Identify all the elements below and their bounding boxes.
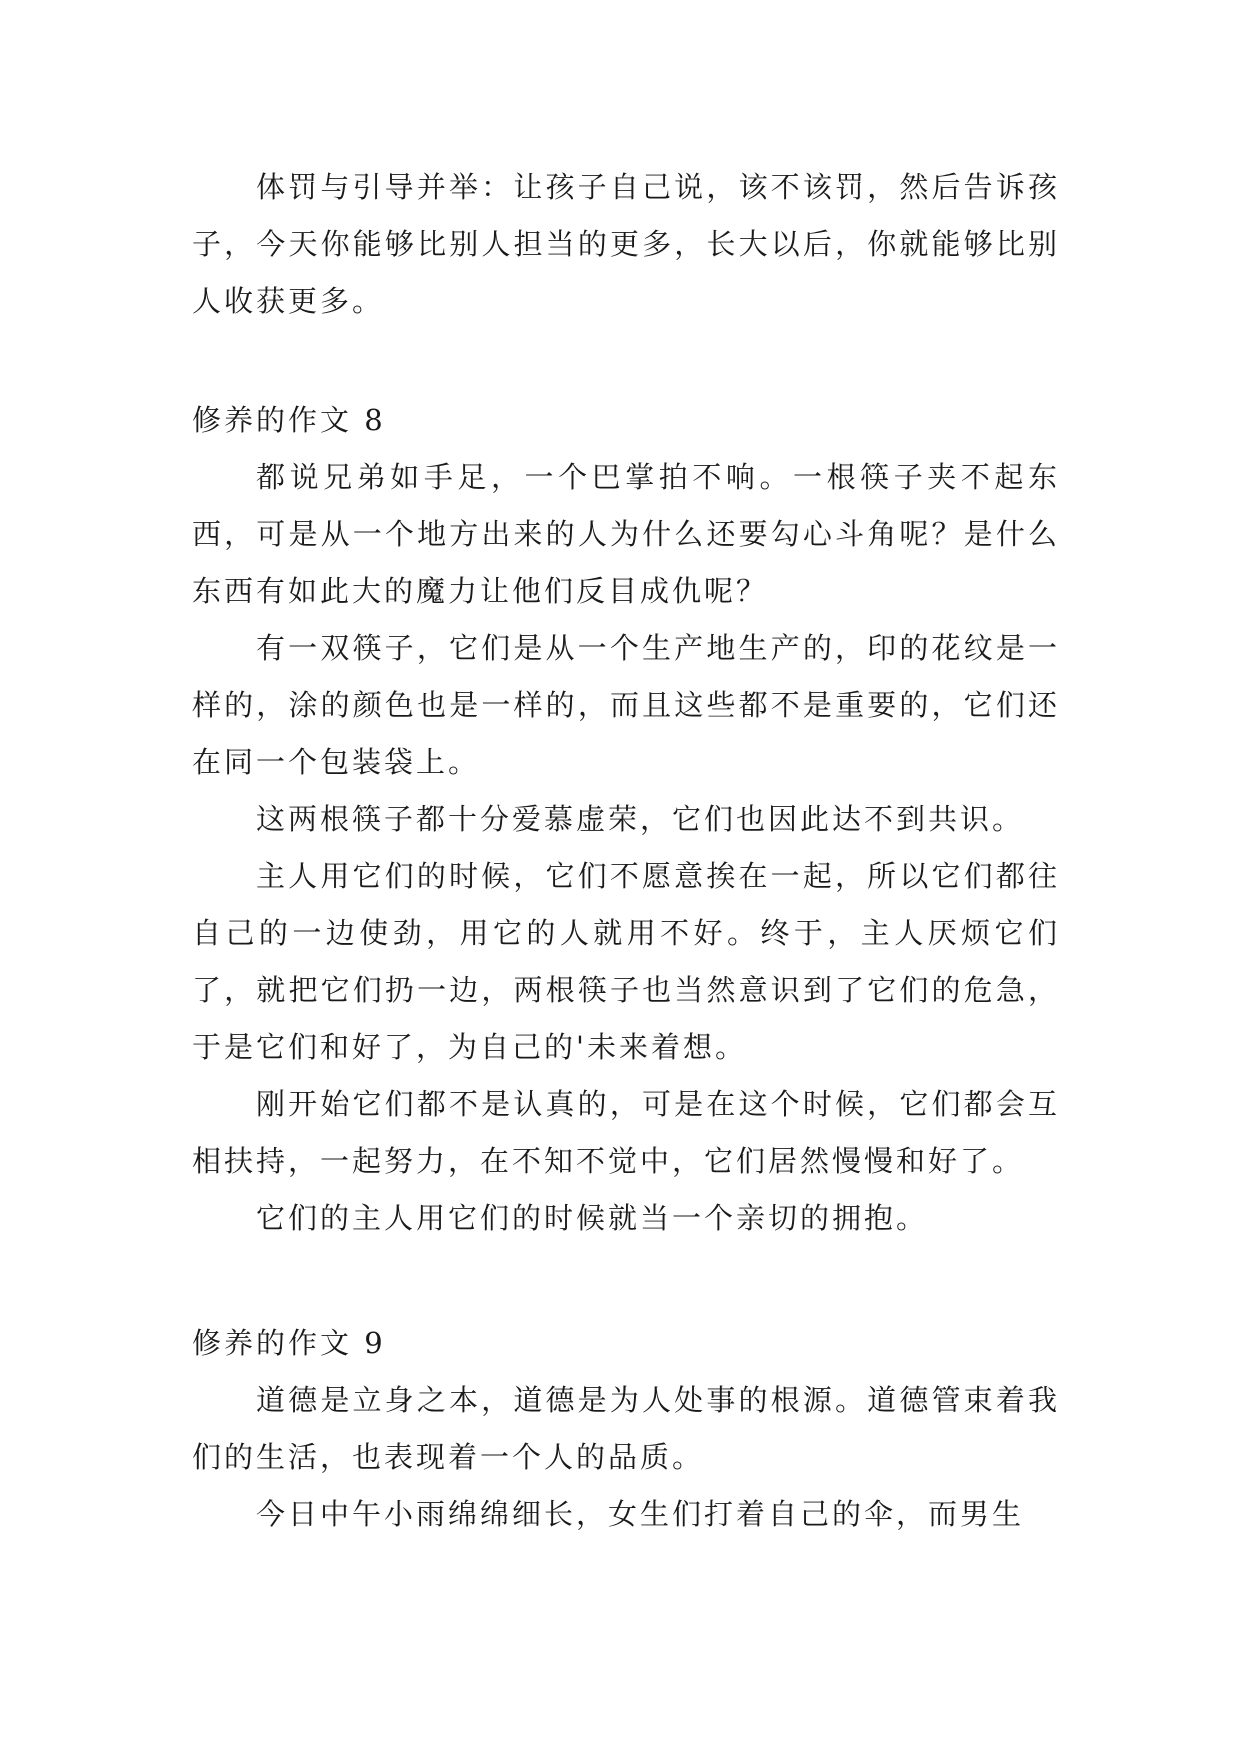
paragraph: 它们的主人用它们的时候就当一个亲切的拥抱。 bbox=[256, 1201, 929, 1235]
paragraph: 这两根筷子都十分爱慕虚荣，它们也因此达不到共识。 bbox=[256, 802, 1025, 836]
section-essay-9 bbox=[192, 1315, 1060, 1543]
section-intro bbox=[192, 159, 1060, 330]
paragraph: 道德是立身之本，道德是为人处事的根源。道德管束着我们的生活，也表现着一个人的品质。 bbox=[192, 1383, 1060, 1474]
essay-heading: 修养的作文 9 bbox=[192, 1326, 386, 1360]
section-essay-8 bbox=[192, 392, 1060, 1247]
paragraph: 今日中午小雨绵绵细长，女生们打着自己的伞，而男生 bbox=[256, 1497, 1025, 1531]
paragraph: 有一双筷子，它们是从一个生产地生产的，印的花纹是一样的，涂的颜色也是一样的，而且这些都不是重要的，它们还在同一个包装袋上。 bbox=[192, 631, 1060, 779]
paragraph: 刚开始它们都不是认真的，可是在这个时候，它们都会互相扶持，一起努力，在不知不觉中，它们居然慢慢和好了。 bbox=[192, 1087, 1060, 1178]
essay-heading: 修养的作文 8 bbox=[192, 403, 386, 437]
paragraph: 体罚与引导并举：让孩子自己说，该不该罚，然后告诉孩子，今天你能够比别人担当的更多，长大以后，你就能够比别人收获更多。 bbox=[192, 170, 1060, 318]
paragraph: 主人用它们的时候，它们不愿意挨在一起，所以它们都往自己的一边使劲，用它的人就用不好。终于，主人厌烦它们了，就把它们扔一边，两根筷子也当然意识到了它们的危急，于是它们和好了，为自己的'未来着想。 bbox=[192, 859, 1060, 1064]
paragraph: 都说兄弟如手足，一个巴掌拍不响。一根筷子夹不起东西，可是从一个地方出来的人为什么还要勾心斗角呢？是什么东西有如此大的魔力让他们反目成仇呢？ bbox=[192, 460, 1060, 608]
